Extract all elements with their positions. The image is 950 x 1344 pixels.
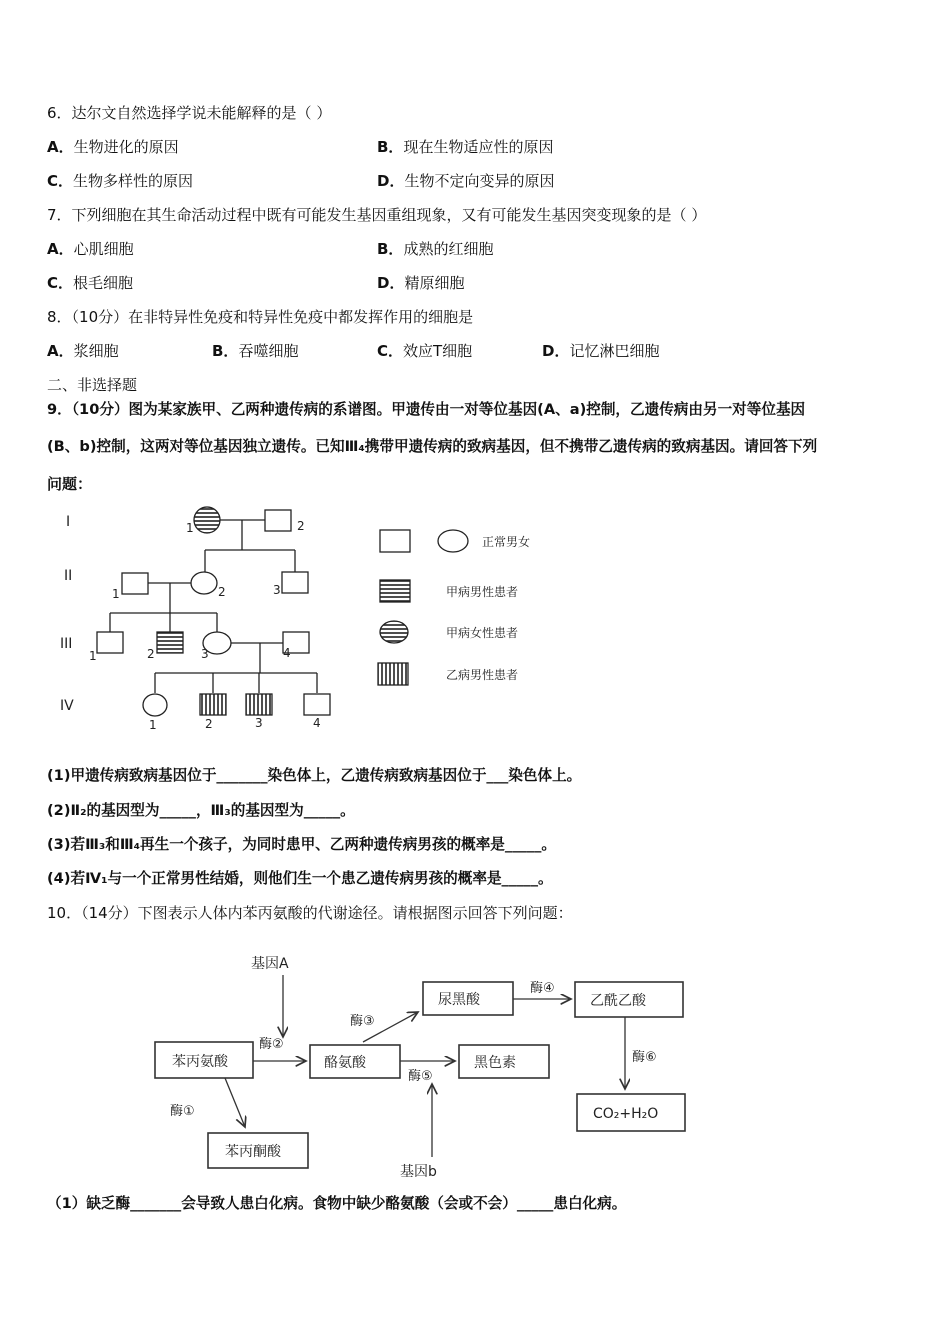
pedigree-III1-male <box>97 632 123 653</box>
q7-option-a <box>47 239 134 259</box>
acetoacetic-acid-label: 乙酰乙酸 <box>590 993 646 1009</box>
num-III4: 4 <box>283 646 291 660</box>
enzyme-6-label: 酶⑥ <box>632 1050 657 1065</box>
pedigree-II2-female <box>191 572 217 594</box>
gene-a-label: 基因A <box>251 956 289 972</box>
homogentisic-acid-label: 尿黑酸 <box>438 992 480 1008</box>
num-II3: 3 <box>273 583 281 597</box>
legend-male-a-label: 甲病男性患者 <box>446 585 519 599</box>
q6-option-b-text: 现在生物适应性的原因 <box>403 138 554 156</box>
legend-female-a-label: 甲病女性患者 <box>446 626 519 640</box>
q6-option-b-letter: B． <box>377 138 404 156</box>
q7-option-c-text: 根毛细胞 <box>73 274 134 292</box>
q9-stem-line1: 9．（10分）图为某家族甲、乙两种遗传病的系谱图。甲遗传由一对等位基因(A、a)控制，乙遗传病由另一对等位基因 <box>47 401 806 418</box>
gen-label-IV: IV <box>60 698 74 714</box>
q7-option-a-letter: A． <box>47 240 74 258</box>
q7-option-a-text: 心肌细胞 <box>73 240 134 258</box>
phenylpyruvic-acid-label: 苯丙酮酸 <box>225 1144 281 1160</box>
q8-option-c <box>377 341 472 361</box>
q8-option-c-letter: C． <box>377 342 404 360</box>
q8-option-a-letter: A． <box>47 342 74 360</box>
enzyme-5-label: 酶⑤ <box>408 1069 433 1084</box>
q7-option-c-letter: C． <box>47 274 74 292</box>
legend-normal-male <box>380 530 410 552</box>
q6-option-b <box>377 137 553 157</box>
enzyme-2-label: 酶② <box>259 1037 284 1052</box>
q8-option-d-text: 记忆淋巴细胞 <box>569 342 660 360</box>
q6-option-d-text: 生物不定向变异的原因 <box>404 172 555 190</box>
q7-option-b-text: 成熟的红细胞 <box>403 240 494 258</box>
gen-label-III: III <box>60 636 73 652</box>
enzyme-3-label: 酶③ <box>350 1014 375 1029</box>
q8-option-c-text: 效应T细胞 <box>403 342 473 360</box>
legend-male-b-label: 乙病男性患者 <box>446 668 519 682</box>
q7-option-b <box>377 239 493 259</box>
q10-stem: 10．（14分）下图表示人体内苯丙氨酸的代谢途径。请根据图示回答下列问题： <box>47 904 573 922</box>
metabolic-pathway-diagram <box>150 945 695 1177</box>
legend-normal-label: 正常男女 <box>482 535 531 549</box>
q6-option-a-text: 生物进化的原因 <box>73 138 179 156</box>
co2-h2o-label: CO₂+H₂O <box>593 1106 659 1122</box>
q7-option-c <box>47 273 133 293</box>
q6-option-a-letter: A． <box>47 138 74 156</box>
pedigree-IV3-male-b <box>246 694 272 715</box>
num-I1: 1 <box>186 521 194 535</box>
pedigree-I2-male <box>265 510 291 531</box>
q6-stem: 6．达尔文自然选择学说未能解释的是（ ） <box>47 104 332 122</box>
legend-male-a <box>380 580 410 602</box>
q8-option-b-text: 吞噬细胞 <box>238 342 299 360</box>
q9-stem-line2: (B、b)控制，这两对等位基因独立遗传。已知Ⅲ₄携带甲遗传病的致病基因，但不携带乙遗传病的致病基因。请回答下列 <box>47 438 818 455</box>
pedigree-IV4-male <box>304 694 330 715</box>
legend-female-a <box>380 621 408 643</box>
tyrosine-label: 酪氨酸 <box>324 1055 366 1071</box>
pedigree-II1-male <box>122 573 148 594</box>
q8-option-d-letter: D． <box>542 342 570 360</box>
num-I2: 2 <box>297 519 305 533</box>
q6-option-c-text: 生物多样性的原因 <box>73 172 194 190</box>
q7-stem: 7．下列细胞在其生命活动过程中既有可能发生基因重组现象，又有可能发生基因突变现象的是（ ） <box>47 206 707 224</box>
legend-normal-female <box>438 530 468 552</box>
num-IV3: 3 <box>255 716 263 730</box>
num-III1: 1 <box>89 649 97 663</box>
q10-sub1: （1）缺乏酶_______会导致人患白化病。食物中缺少酪氨酸（会或不会）_____患白化病。 <box>47 1195 627 1212</box>
q9-stem-line3: 问题： <box>47 475 93 493</box>
q8-option-b <box>212 341 298 361</box>
gen-label-I: I <box>66 514 71 530</box>
num-II1: 1 <box>112 587 120 601</box>
q8-option-b-letter: B． <box>212 342 239 360</box>
q6-option-c-letter: C． <box>47 172 74 190</box>
num-III2: 2 <box>147 647 155 661</box>
q7-option-d-letter: D． <box>377 274 405 292</box>
num-IV4: 4 <box>313 716 321 730</box>
num-II2: 2 <box>218 585 226 599</box>
pedigree-IV1-female <box>143 694 167 716</box>
q9-sub4: (4)若Ⅳ₁与一个正常男性结婚，则他们生一个患乙遗传病男孩的概率是_____。 <box>47 870 553 887</box>
section-heading: 二、非选择题 <box>47 376 138 394</box>
q6-option-a <box>47 137 179 157</box>
gene-b-label: 基因b <box>400 1164 437 1177</box>
q8-stem: 8．（10分）在非特异性免疫和特异性免疫中都发挥作用的细胞是 <box>47 308 474 326</box>
pedigree-III2-male-a <box>157 632 183 653</box>
q7-option-b-letter: B． <box>377 240 404 258</box>
q8-option-a <box>47 341 119 361</box>
phenylalanine-label: 苯丙氨酸 <box>172 1054 228 1070</box>
q8-option-a-text: 浆细胞 <box>73 342 119 360</box>
q6-option-d <box>377 171 554 191</box>
q9-sub1: (1)甲遗传病致病基因位于_______染色体上，乙遗传病致病基因位于___染色体上。 <box>47 767 582 784</box>
pedigree-II3-male <box>282 572 308 593</box>
q9-sub2: (2)Ⅱ₂的基因型为_____，Ⅲ₃的基因型为_____。 <box>47 802 355 819</box>
num-III3: 3 <box>201 647 209 661</box>
q6-option-c <box>47 171 193 191</box>
q9-sub3: (3)若Ⅲ₃和Ⅲ₄再生一个孩子，为同时患甲、乙两种遗传病男孩的概率是_____。 <box>47 836 556 853</box>
gen-label-II: II <box>64 568 73 584</box>
pedigree-chart <box>45 500 565 735</box>
enzyme-4-label: 酶④ <box>530 981 555 996</box>
q7-option-d <box>377 273 464 293</box>
num-IV1: 1 <box>149 718 157 732</box>
enzyme-1-label: 酶① <box>170 1104 195 1119</box>
q7-option-d-text: 精原细胞 <box>404 274 465 292</box>
pedigree-IV2-male-b <box>200 694 226 715</box>
num-IV2: 2 <box>205 717 213 731</box>
melanin-label: 黑色素 <box>474 1055 516 1071</box>
pedigree-I1-female-a <box>194 507 220 533</box>
q6-option-d-letter: D． <box>377 172 405 190</box>
legend-male-b <box>378 663 408 685</box>
q8-option-d <box>542 341 659 361</box>
